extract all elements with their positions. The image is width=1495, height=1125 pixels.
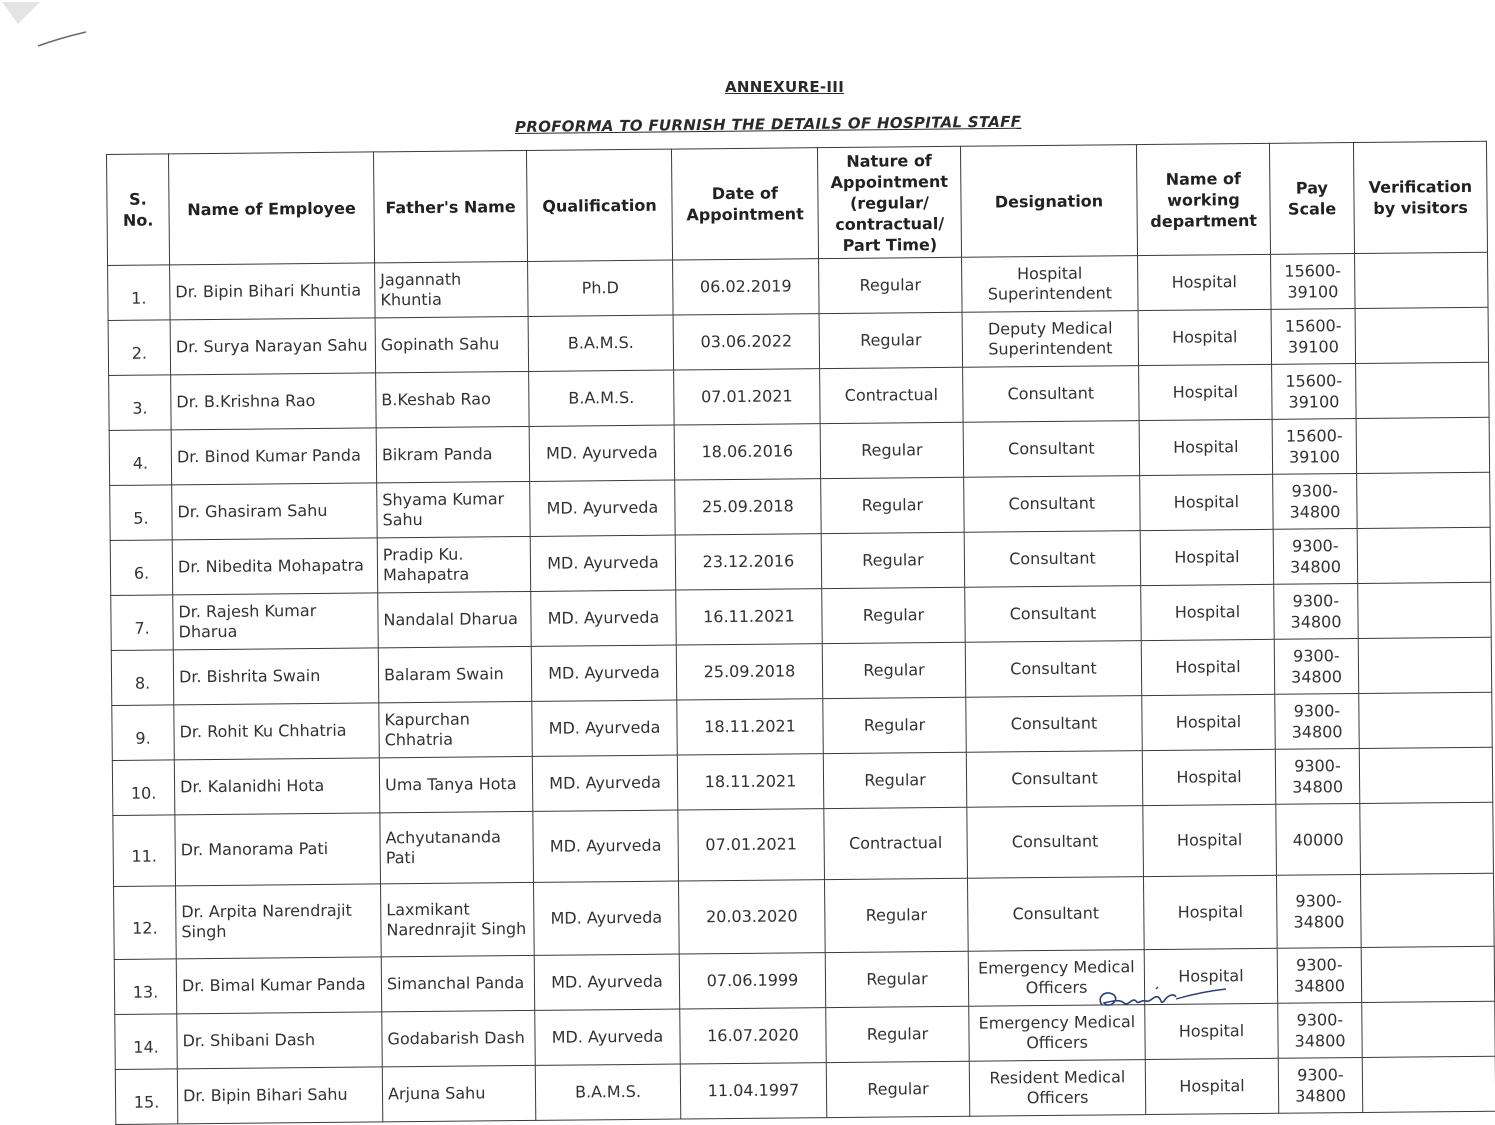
cell-department: Hospital: [1139, 419, 1273, 475]
cell-department: Hospital: [1143, 804, 1277, 876]
cell-nature: Regular: [819, 312, 963, 368]
cell-sno: 5.: [110, 485, 173, 541]
header-qualification: Qualification: [526, 149, 672, 261]
cell-nature: Regular: [819, 257, 963, 313]
cell-sno: 8.: [111, 650, 174, 706]
cell-date: 18.11.2021: [677, 754, 824, 810]
cell-designation: Consultant: [964, 476, 1141, 533]
header-designation: Designation: [960, 145, 1137, 258]
cell-date: 18.06.2016: [674, 424, 821, 480]
header-verification: Verification by visitors: [1353, 141, 1487, 253]
header-father: Father's Name: [373, 150, 527, 262]
cell-pay: 9300-34800: [1273, 474, 1358, 530]
cell-nature: Regular: [822, 587, 966, 643]
cell-date: 18.11.2021: [677, 699, 824, 755]
cell-date: 07.01.2021: [678, 809, 825, 881]
cell-pay: 15600-39100: [1272, 364, 1357, 420]
cell-department: Hospital: [1138, 309, 1272, 365]
header-name: Name of Employee: [169, 152, 375, 265]
cell-sno: 9.: [112, 705, 175, 761]
cell-verification: [1362, 1056, 1495, 1112]
cell-father: B.Keshab Rao: [376, 371, 530, 427]
cell-date: 06.02.2019: [673, 259, 820, 315]
cell-name: Dr. Bipin Bihari Sahu: [177, 1067, 383, 1124]
cell-department: Hospital: [1143, 875, 1277, 949]
cell-name: Dr. Bipin Bihari Khuntia: [170, 263, 376, 320]
cell-sno: 6.: [110, 540, 173, 596]
cell-nature: Regular: [822, 642, 966, 698]
handwritten-signature: [1090, 975, 1240, 1025]
cell-qualification: MD. Ayurveda: [534, 881, 680, 955]
cell-department: Hospital: [1144, 948, 1278, 1004]
cell-pay: 9300-34800: [1274, 584, 1359, 640]
cell-name: Dr. B.Krishna Rao: [171, 373, 377, 430]
cell-verification: [1360, 802, 1494, 874]
cell-verification: [1362, 1001, 1495, 1057]
cell-name: Dr. Rohit Ku Chhatria: [174, 703, 380, 760]
cell-verification: [1359, 692, 1493, 748]
scan-corner-mark: [0, 0, 100, 60]
cell-verification: [1357, 472, 1491, 528]
cell-name: Dr. Rajesh Kumar Dharua: [173, 593, 379, 650]
cell-father: Nandalal Dharua: [378, 591, 532, 647]
cell-qualification: B.A.M.S.: [528, 315, 674, 371]
annexure-title: ANNEXURE-III: [725, 78, 845, 96]
cell-designation: Consultant: [965, 641, 1142, 698]
cell-sno: 12.: [114, 886, 177, 960]
cell-sno: 10.: [112, 760, 175, 816]
cell-nature: Regular: [826, 1006, 970, 1062]
cell-verification: [1356, 362, 1490, 418]
cell-sno: 11.: [113, 815, 176, 887]
cell-pay: 15600-39100: [1271, 309, 1356, 365]
cell-father: Uma Tanya Hota: [379, 756, 533, 812]
cell-name: Dr. Bimal Kumar Panda: [176, 957, 382, 1014]
cell-verification: [1355, 252, 1489, 308]
proforma-title: PROFORMA TO FURNISH THE DETAILS OF HOSPITAL STAFF: [514, 112, 1022, 136]
cell-qualification: MD. Ayurveda: [530, 535, 676, 591]
cell-name: Dr. Shibani Dash: [177, 1012, 383, 1069]
cell-qualification: MD. Ayurveda: [532, 755, 678, 811]
cell-father: Jagannath Khuntia: [375, 261, 529, 317]
cell-sno: 14.: [115, 1014, 178, 1070]
cell-designation: Consultant: [963, 366, 1140, 423]
cell-nature: Regular: [821, 477, 965, 533]
cell-department: Hospital: [1145, 1003, 1279, 1059]
cell-pay: 9300-34800: [1278, 1002, 1363, 1058]
cell-verification: [1358, 637, 1492, 693]
cell-designation: Consultant: [963, 421, 1140, 478]
cell-date: 16.07.2020: [680, 1008, 827, 1064]
cell-sno: 7.: [111, 595, 174, 651]
cell-name: Dr. Surya Narayan Sahu: [170, 318, 376, 375]
cell-department: Hospital: [1138, 254, 1272, 310]
cell-verification: [1355, 307, 1489, 363]
cell-father: Bikram Panda: [376, 426, 530, 482]
cell-verification: [1357, 527, 1491, 583]
cell-pay: 9300-34800: [1277, 947, 1362, 1003]
cell-father: Arjuna Sahu: [382, 1065, 536, 1121]
cell-verification: [1360, 873, 1494, 947]
cell-designation: Emergency Medical Officers: [969, 1005, 1146, 1062]
cell-sno: 1.: [108, 265, 171, 321]
cell-date: 20.03.2020: [679, 880, 826, 954]
cell-sno: 13.: [114, 959, 177, 1015]
header-sno: S. No.: [107, 154, 170, 266]
cell-qualification: MD. Ayurveda: [533, 810, 679, 882]
cell-name: Dr. Binod Kumar Panda: [171, 428, 377, 485]
table-row: [114, 873, 1495, 959]
cell-date: 07.06.1999: [679, 953, 826, 1009]
table-header-row: [107, 141, 1488, 265]
cell-verification: [1359, 747, 1493, 803]
cell-nature: Regular: [825, 951, 969, 1007]
cell-sno: 2.: [108, 320, 171, 376]
cell-date: 25.09.2018: [675, 479, 822, 535]
cell-pay: 15600-39100: [1272, 419, 1357, 475]
cell-department: Hospital: [1145, 1058, 1279, 1114]
cell-department: Hospital: [1141, 639, 1275, 695]
cell-sno: 15.: [115, 1069, 178, 1125]
cell-date: 11.04.1997: [680, 1063, 827, 1119]
cell-nature: Regular: [826, 1061, 970, 1117]
cell-name: Dr. Nibedita Mohapatra: [172, 538, 378, 595]
cell-pay: 9300-34800: [1275, 748, 1360, 804]
cell-name: Dr. Manorama Pati: [175, 813, 381, 886]
cell-sno: 3.: [109, 375, 172, 431]
cell-qualification: B.A.M.S.: [529, 370, 675, 426]
cell-qualification: MD. Ayurveda: [535, 1009, 681, 1065]
cell-date: 03.06.2022: [673, 314, 820, 370]
cell-pay: 9300-34800: [1275, 693, 1360, 749]
cell-father: Gopinath Sahu: [375, 316, 529, 372]
cell-pay: 9300-34800: [1273, 529, 1358, 585]
cell-date: 25.09.2018: [676, 644, 823, 700]
staff-table: [106, 141, 1495, 1125]
cell-sno: 4.: [109, 430, 172, 486]
cell-qualification: B.A.M.S.: [535, 1064, 681, 1120]
cell-designation: Resident Medical Officers: [969, 1060, 1146, 1117]
cell-name: Dr. Arpita Narendrajit Singh: [176, 884, 382, 959]
cell-nature: Regular: [823, 752, 967, 808]
cell-designation: Hospital Superintendent: [962, 256, 1139, 313]
cell-name: Dr. Kalanidhi Hota: [174, 758, 380, 815]
cell-designation: Consultant: [966, 751, 1143, 808]
cell-pay: 15600-39100: [1271, 254, 1356, 310]
header-date: Date of Appointment: [671, 148, 818, 260]
cell-department: Hospital: [1140, 529, 1274, 585]
cell-father: Kapurchan Chhatria: [379, 701, 533, 757]
cell-nature: Regular: [823, 697, 967, 753]
cell-nature: Contractual: [824, 807, 968, 879]
cell-qualification: MD. Ayurveda: [532, 700, 678, 756]
cell-qualification: MD. Ayurveda: [531, 645, 677, 701]
cell-father: Pradip Ku. Mahapatra: [377, 536, 531, 592]
cell-designation: Emergency Medical Officers: [968, 950, 1145, 1007]
header-nature: Nature of Appointment (regular/ contractual/ Part Time): [817, 146, 961, 258]
cell-designation: Consultant: [965, 586, 1142, 643]
cell-designation: Consultant: [967, 806, 1144, 879]
cell-department: Hospital: [1139, 364, 1273, 420]
cell-date: 16.11.2021: [676, 589, 823, 645]
cell-designation: Consultant: [964, 531, 1141, 588]
cell-department: Hospital: [1140, 474, 1274, 530]
header-department: Name of working department: [1136, 143, 1270, 255]
cell-designation: Deputy Medical Superintendent: [962, 311, 1139, 368]
cell-designation: Consultant: [966, 696, 1143, 753]
cell-designation: Consultant: [967, 877, 1144, 952]
staff-table-container: [106, 141, 1495, 1125]
cell-name: Dr. Ghasiram Sahu: [172, 483, 378, 540]
cell-father: Godabarish Dash: [382, 1010, 536, 1066]
cell-qualification: MD. Ayurveda: [531, 590, 677, 646]
cell-verification: [1361, 946, 1495, 1002]
cell-department: Hospital: [1142, 749, 1276, 805]
cell-father: Shyama Kumar Sahu: [377, 481, 531, 537]
cell-nature: Regular: [820, 422, 964, 478]
cell-father: Simanchal Panda: [381, 955, 535, 1011]
table-row: [113, 802, 1494, 886]
cell-qualification: MD. Ayurveda: [534, 954, 680, 1010]
cell-nature: Regular: [824, 878, 968, 952]
cell-pay: 40000: [1276, 803, 1361, 875]
cell-verification: [1356, 417, 1490, 473]
cell-qualification: Ph.D: [528, 260, 674, 316]
cell-pay: 9300-34800: [1274, 639, 1359, 695]
cell-date: 07.01.2021: [674, 369, 821, 425]
cell-qualification: MD. Ayurveda: [530, 480, 676, 536]
header-pay: Pay Scale: [1269, 143, 1354, 255]
cell-department: Hospital: [1141, 584, 1275, 640]
cell-nature: Contractual: [820, 367, 964, 423]
cell-qualification: MD. Ayurveda: [529, 425, 675, 481]
cell-verification: [1358, 582, 1492, 638]
cell-father: Balaram Swain: [378, 646, 532, 702]
cell-date: 23.12.2016: [675, 534, 822, 590]
cell-department: Hospital: [1142, 694, 1276, 750]
cell-father: Achyutananda Pati: [380, 811, 534, 883]
cell-name: Dr. Bishrita Swain: [173, 648, 379, 705]
cell-pay: 9300-34800: [1278, 1057, 1363, 1113]
cell-pay: 9300-34800: [1276, 874, 1361, 948]
cell-father: Laxmikant Narednrajit Singh: [381, 882, 535, 956]
cell-nature: Regular: [821, 532, 965, 588]
